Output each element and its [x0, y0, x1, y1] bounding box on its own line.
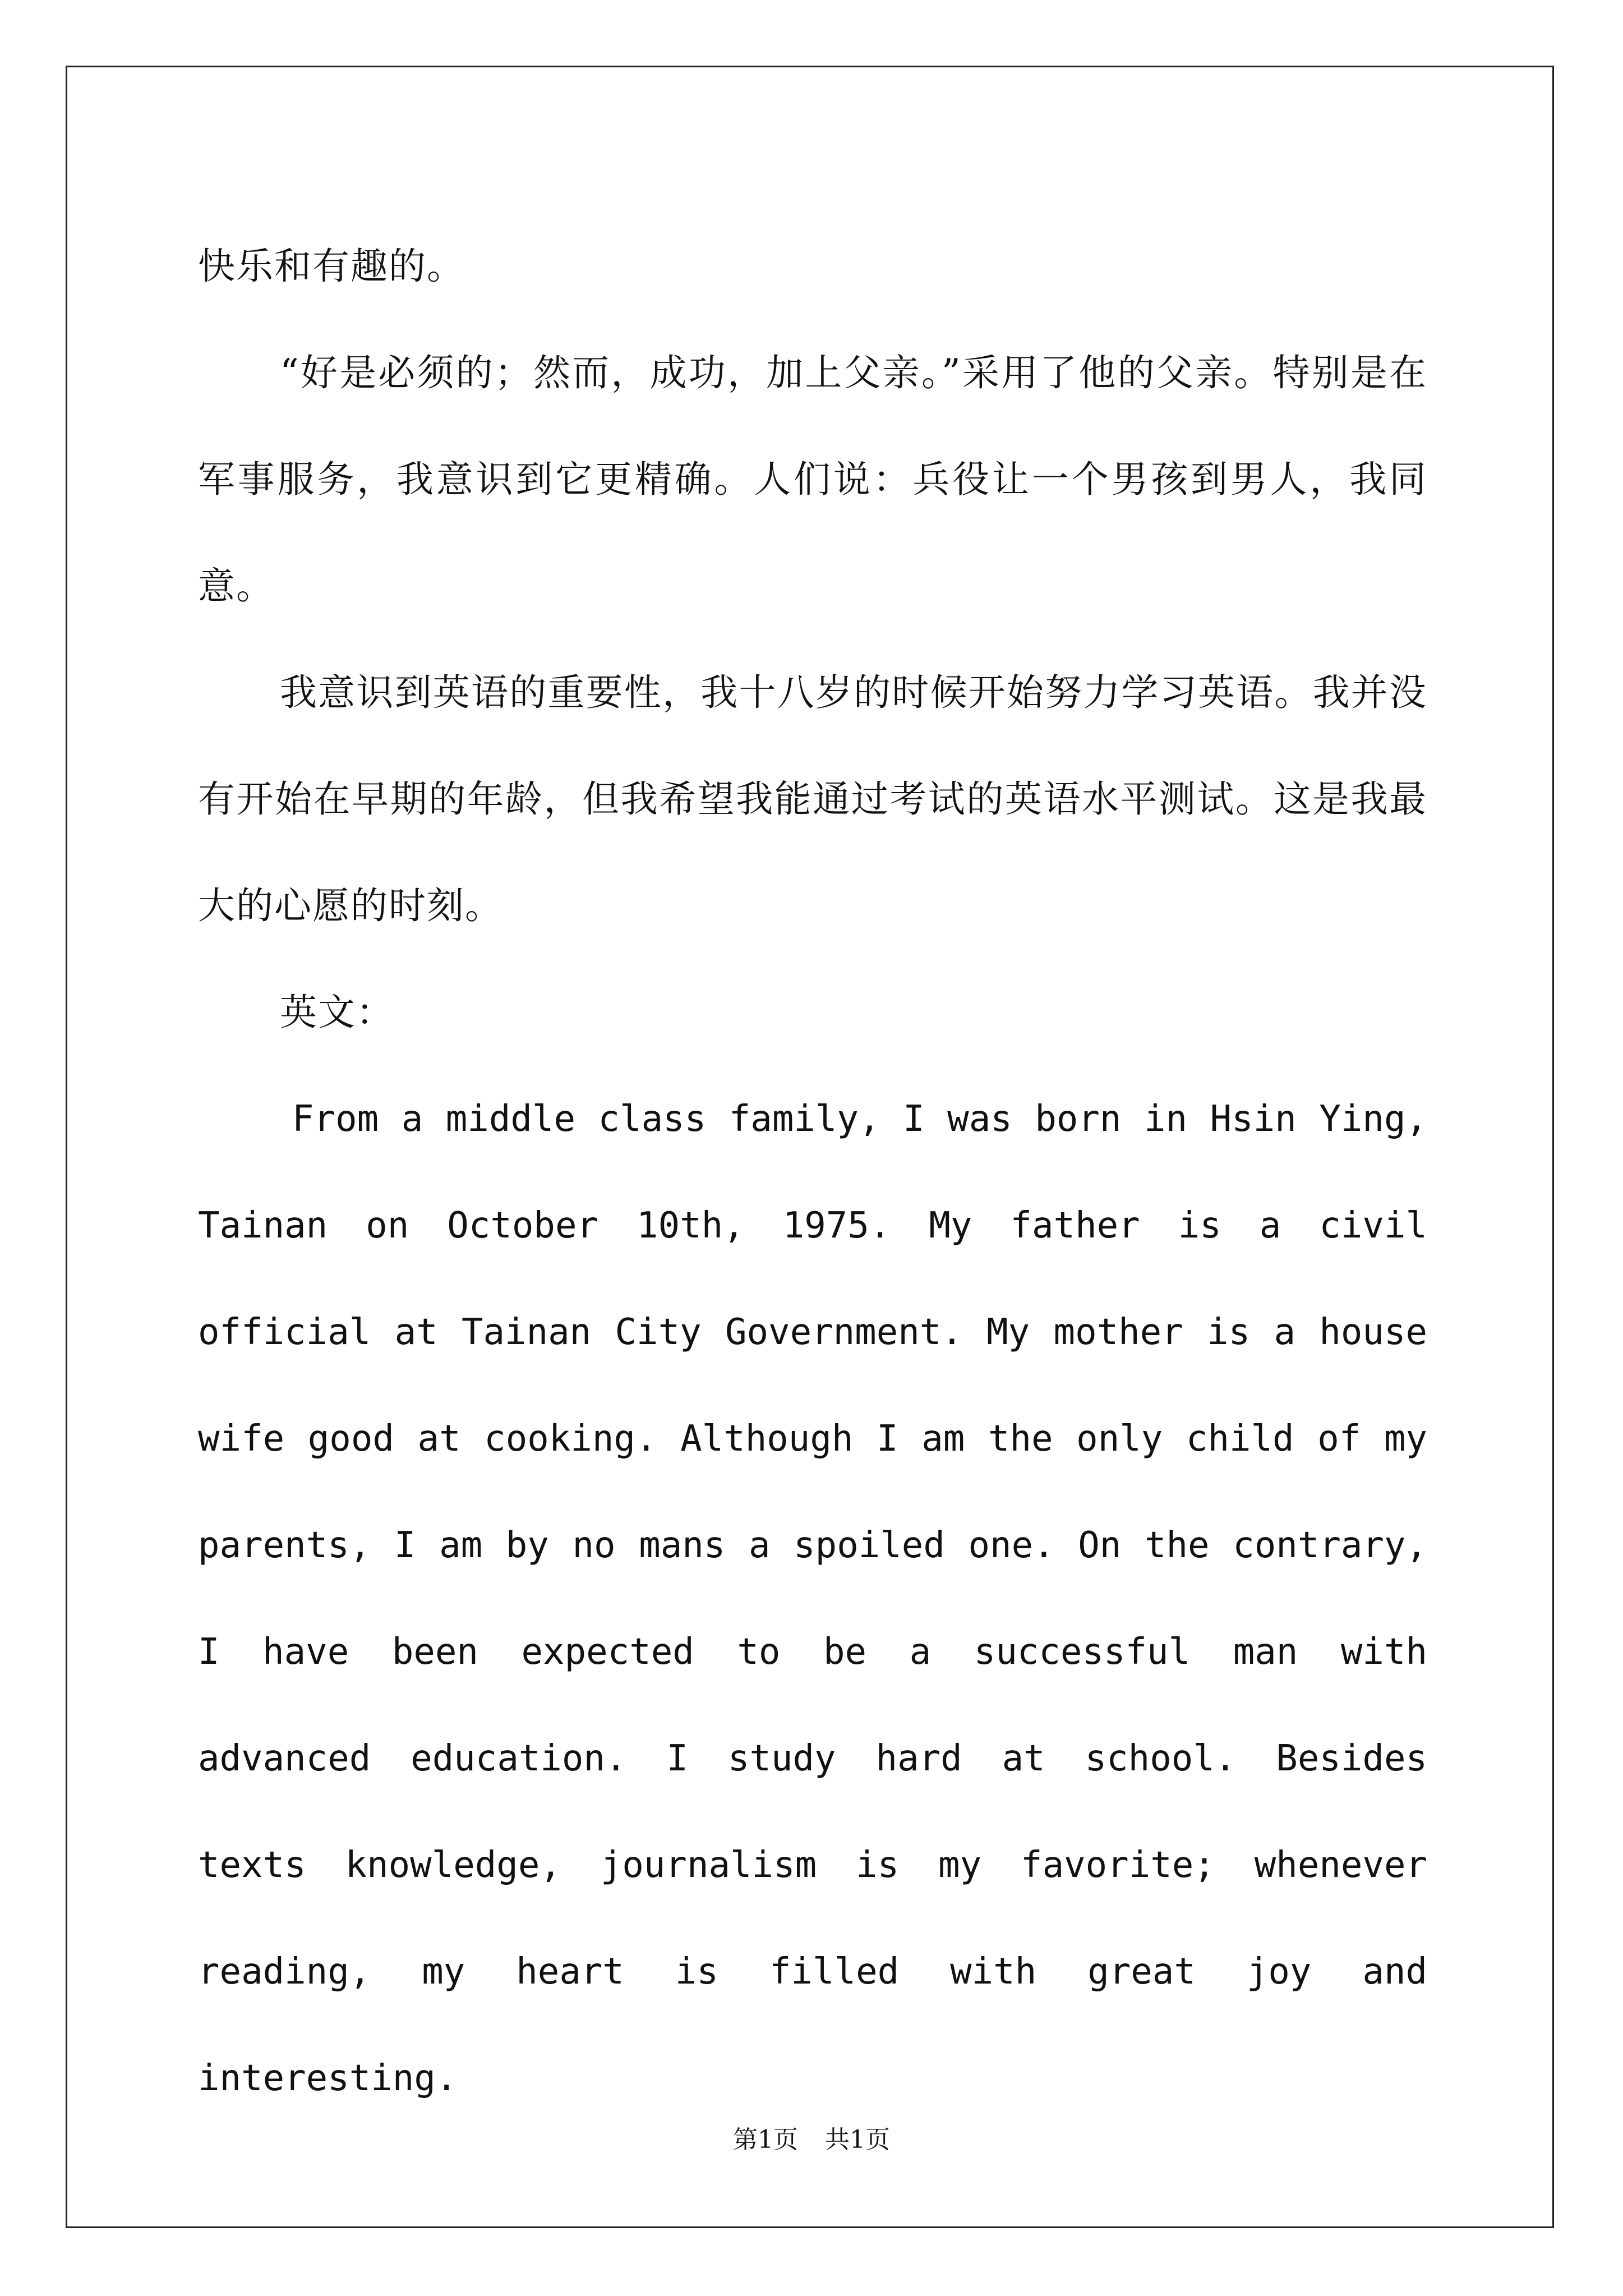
paragraph-zh-1: 快乐和有趣的。: [198, 245, 465, 288]
page-total: 共1页: [825, 2125, 890, 2154]
document-body: [198, 213, 1427, 2132]
section-label-english: 英文：: [280, 991, 394, 1034]
paragraph-en: From a middle class family, I was born in Hsin Ying, Tainan on October 10th, 1975. My father is a civil official at Tainan City Government. My mother is a house wife good at cooking. Although I am the only child of my parents, I am by no mans a spoiled one. On the contrary, I have been expected to be a successful man with advanced education. I study hard at school. Besides texts knowledge, journalism is my favorite; whenever reading, my heart is filled with great joy and interesting.: [198, 1098, 1427, 2099]
paragraph-zh-3: 我意识到英语的重要性，我十八岁的时候开始努力学习英语。我并没有开始在早期的年龄，但我希望我能通过考试的英语水平测试。这是我最大的心愿的时刻。: [198, 671, 1427, 927]
page-footer: [0, 2119, 1623, 2155]
paragraph-zh-2: “好是必须的；然而，成功，加上父亲。”采用了他的父亲。特别是在军事服务，我意识到它更精确。人们说：兵役让一个男孩到男人，我同意。: [198, 351, 1427, 608]
page-number: 第1页: [733, 2125, 798, 2154]
